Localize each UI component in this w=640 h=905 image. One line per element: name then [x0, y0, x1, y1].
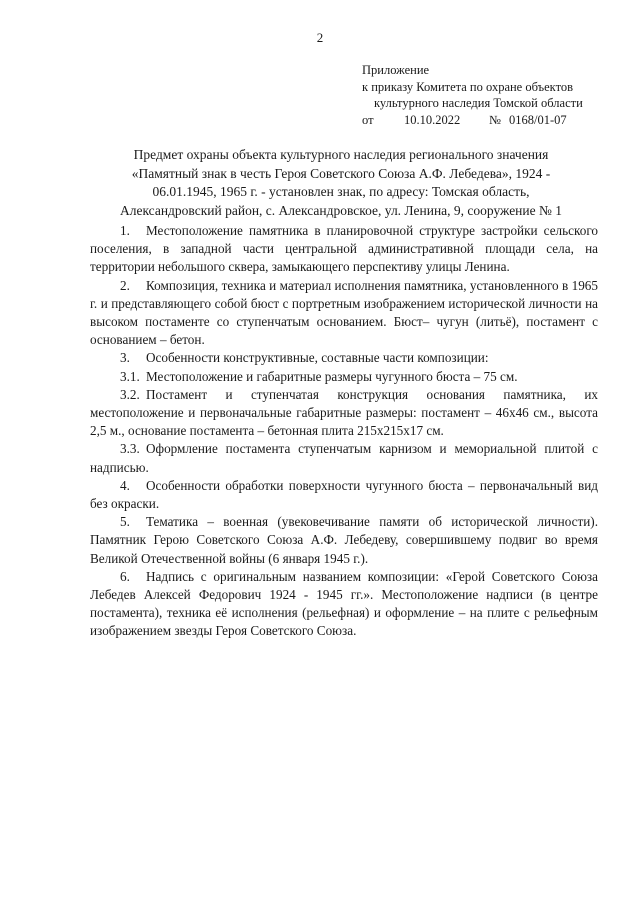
- title-line: «Памятный знак в честь Героя Советского Союза А.Ф. Лебедева», 1924 -: [131, 165, 551, 181]
- item-text: Надпись с оригинальным названием композиции: «Герой Советского Союза Лебедев Алексей Федорович 1924 - 1945 гг.». Местоположение надписи (в центре постамента), техника её исполнения (рельефная) и оформление – на плите с рельефным изображением звезды Героя Советского Союза.: [90, 568, 598, 639]
- appendix-order-reference: к приказу Комитета по охране объектов: [362, 79, 574, 94]
- item-number: 3.1.: [120, 368, 140, 384]
- order-date: 10.10.2022: [404, 112, 461, 127]
- item-number: 3.3.: [120, 441, 140, 457]
- list-item: [90, 477, 598, 513]
- order-number: 0168/01-07: [509, 112, 567, 127]
- page-number: 2: [316, 30, 324, 45]
- list-item: [90, 368, 598, 386]
- order-from-label: от: [362, 112, 374, 127]
- item-number: 2.: [120, 277, 130, 293]
- list-item: [90, 440, 598, 476]
- item-text: Местоположение и габаритные размеры чугунного бюста – 75 см.: [146, 368, 518, 384]
- item-text: Постамент и ступенчатая конструкция основания памятника, их местоположение и первоначальные габаритные размеры: постамент – 46х46 см., высота 2,5 м., основание постамента – бетонная плита 215х215х17 см.: [90, 386, 598, 439]
- list-item: [90, 513, 598, 568]
- list-item: [90, 386, 598, 441]
- appendix-committee-name: культурного наследия Томской области: [374, 96, 583, 110]
- title-line: Предмет охраны объекта культурного наследия регионального значения: [133, 147, 549, 162]
- item-text: Композиция, техника и материал исполнения памятника, установленного в 1965 г. и представляющего собой бюст с портретным изображением исторической личности на высоком постаменте со ступенчатым основанием. Бюст– чугун (литьё), постамент с основанием – бетон.: [90, 277, 598, 348]
- appendix-block: [362, 62, 622, 128]
- appendix-order-details: [362, 112, 622, 129]
- list-item: [90, 277, 598, 350]
- document-title: [80, 146, 602, 220]
- title-line: 06.01.1945, 1965 г. - установлен знак, по адресу: Томская область,: [152, 184, 530, 199]
- list-item: [90, 349, 598, 367]
- item-number: 4.: [120, 477, 130, 493]
- item-number: 1.: [120, 223, 130, 238]
- document-body: [90, 222, 598, 641]
- list-item: [90, 222, 598, 277]
- item-number: 3.: [120, 350, 130, 366]
- appendix-heading: Приложение: [362, 63, 430, 77]
- item-number: 6.: [120, 568, 130, 584]
- item-text: Оформление постамента ступенчатым карнизом и мемориальной плитой с надписью.: [90, 441, 598, 475]
- item-text: Местоположение памятника в планировочной структуре застройки сельского поселения, в западной части центральной административной площади села, на территории небольшого сквера, замыкающего перспективу улицы Ленина.: [90, 223, 598, 275]
- item-number: 5.: [120, 514, 130, 530]
- item-number: 3.2.: [120, 386, 140, 402]
- order-number-label: №: [489, 112, 501, 127]
- list-item: [90, 568, 598, 641]
- item-text: Тематика – военная (увековечивание памяти об исторической личности). Памятник Герою Советского Союза А.Ф. Лебедеву, совершившему подвиг во время Великой Отечественной войны (6 января 1945 г.).: [90, 514, 598, 566]
- item-text: Особенности конструктивные, составные части композиции:: [146, 350, 489, 366]
- title-line: Александровский район, с. Александровское, ул. Ленина, 9, сооружение № 1: [119, 202, 563, 218]
- item-text: Особенности обработки поверхности чугунного бюста – первоначальный вид без окраски.: [90, 477, 598, 512]
